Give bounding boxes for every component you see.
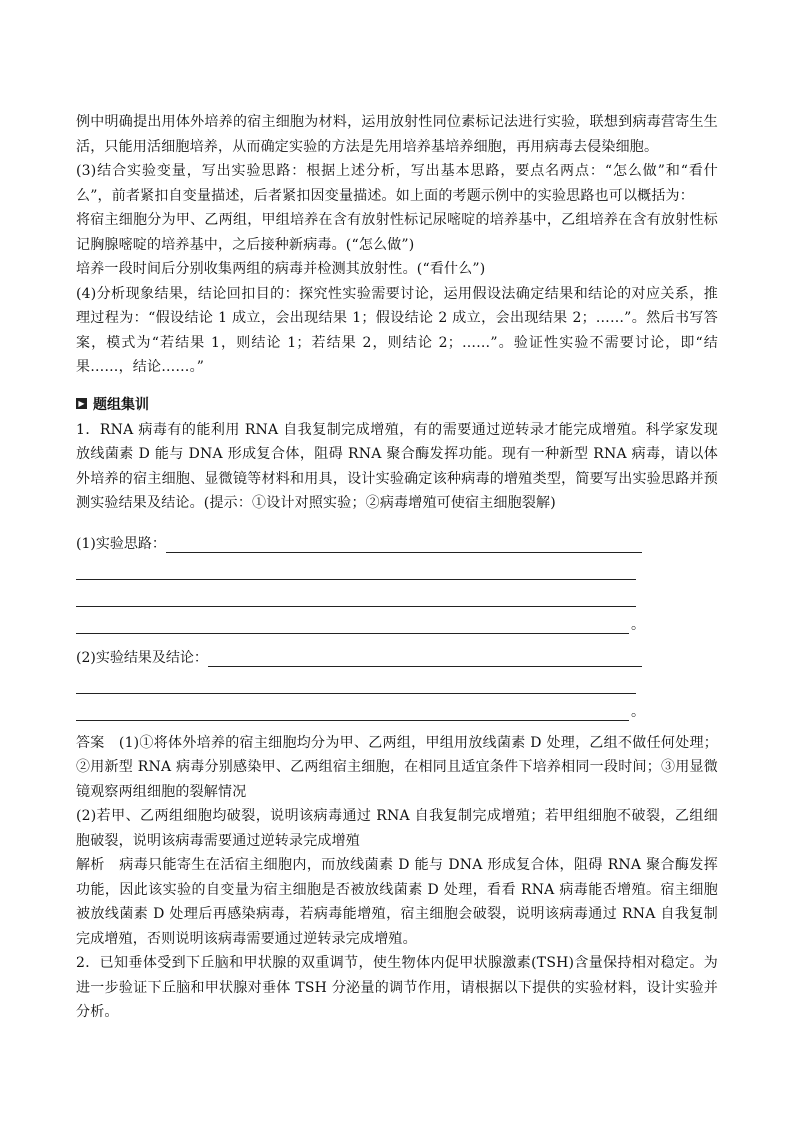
- blank-1-line-2[interactable]: [76, 553, 718, 580]
- blank-1-line[interactable]: [166, 534, 642, 553]
- blank-2-line-3[interactable]: [76, 694, 718, 721]
- intro-paragraph-4: 培养一段时间后分别收集两组的病毒并检测其放射性。(“看什么”): [76, 261, 486, 277]
- answer-blank-1[interactable]: [76, 526, 718, 553]
- blank-2-label: (2)实验结果及结论：: [76, 649, 208, 666]
- answer-part-2: (2)若甲、乙两组细胞均破裂，说明该病毒通过 RNA 自我复制完成增殖；若甲组细胞不破裂，乙组细胞破裂，说明该病毒需要通过逆转录完成增殖: [76, 808, 718, 849]
- question-1-stem: 1．RNA 病毒有的能利用 RNA 自我复制完成增殖，有的需要通过逆转录才能完成增殖。科学家发现放线菌素 D 能与 DNA 形成复合体，阻碍 RNA 聚合酶发挥功能。现有一种新型 RNA 病毒，请以体外培养的宿主细胞、显微镜等材料和用具，设计实验确定该种病毒的增殖类型，简要写出实验思路并预测实验结果及结论。(提示：①设计对照实验；②病毒增殖可使宿主细胞裂解): [76, 421, 718, 511]
- answer-part-1: 答案 (1)①将体外培养的宿主细胞均分为甲、乙两组，甲组用放线菌素 D 处理，乙组不做任何处理；②用新型 RNA 病毒分别感染甲、乙两组宿主细胞，在相同且适宜条件下培养相同一段时间；③用显微镜观察两组细胞的裂解情况: [76, 734, 718, 800]
- blank-2-period: 。: [631, 703, 645, 720]
- intro-paragraph-5: (4)分析现象结果，结论回扣目的：探究性实验需要讨论，运用假设法确定结果和结论的对应关系，推理过程为：“假设结论 1 成立，会出现结果 1；假设结论 2 成立，会出现结果 2；……”。然后书写答案，模式为“若结果 1，则结论 1；若结果 2，则结论 2；……”。验证性实验不需要讨论，即“结果……，结论……。”: [76, 285, 718, 375]
- analysis-text: 解析 病毒只能寄生在活宿主细胞内，而放线菌素 D 能与 DNA 形成复合体，阻碍 RNA 聚合酶发挥功能，因此该实验的自变量为宿主细胞是否被放线菌素 D 处理，看看 RNA 病毒能否增殖。宿主细胞被放线菌素 D 处理后再感染病毒，若病毒能增殖，宿主细胞会破裂，说明该病毒通过 RNA 自我复制完成增殖，否则说明该病毒需要通过逆转录完成增殖。: [76, 857, 718, 947]
- intro-paragraph-3: 将宿主细胞分为甲、乙两组，甲组培养在含有放射性标记尿嘧啶的培养基中，乙组培养在含有放射性标记胸腺嘧啶的培养基中，之后接种新病毒。(“怎么做”): [76, 212, 718, 253]
- play-triangle-icon: ▶: [76, 398, 87, 409]
- blank-2-line[interactable]: [208, 648, 642, 667]
- blank-1-label: (1)实验思路：: [76, 535, 166, 552]
- document-page: [76, 110, 718, 1025]
- blank-1-period: 。: [631, 616, 645, 633]
- blank-1-line-3[interactable]: [76, 580, 718, 607]
- blank-2-line-2[interactable]: [76, 667, 718, 694]
- answer-blank-2[interactable]: [76, 640, 718, 667]
- question-2-stem: 2．已知垂体受到下丘脑和甲状腺的双重调节，使生物体内促甲状腺激素(TSH)含量保持相对稳定。为进一步验证下丘脑和甲状腺对垂体 TSH 分泌量的调节作用，请根据以下提供的实验材料，设计实验并分析。: [76, 955, 718, 1020]
- blank-1-line-4[interactable]: [76, 607, 718, 634]
- section-heading: [76, 394, 718, 414]
- section-title: 题组集训: [93, 396, 149, 413]
- intro-paragraph-1: 例中明确提出用体外培养的宿主细胞为材料，运用放射性同位素标记法进行实验，联想到病毒营寄生生活，只能用活细胞培养，从而确定实验的方法是先用培养基培养细胞，再用病毒去侵染细胞。: [76, 114, 718, 155]
- intro-paragraph-2: (3)结合实验变量，写出实验思路：根据上述分析，写出基本思路，要点名两点：“怎么做”和“看什么”，前者紧扣自变量描述，后者紧扣因变量描述。如上面的考题示例中的实验思路也可以概括为：: [76, 163, 718, 204]
